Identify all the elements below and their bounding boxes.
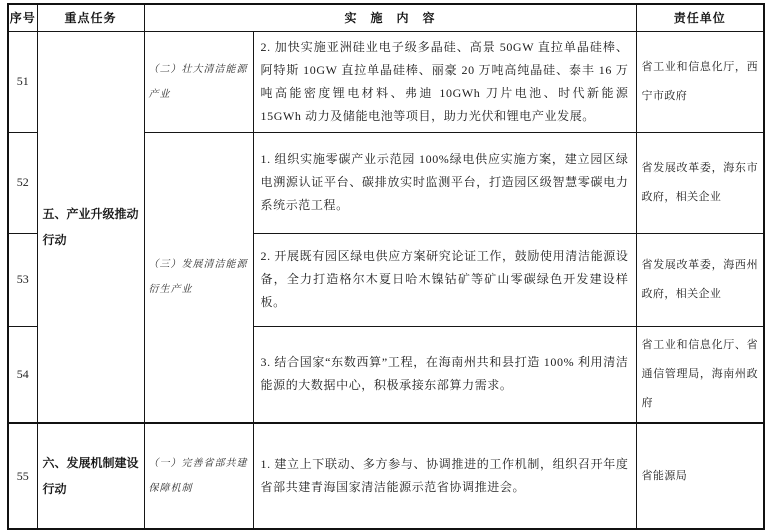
content-cell-54: 3. 结合国家“东数西算”工程，在海南州共和县打造 100% 利用清洁能源的大数据中心，积极承接东部算力需求。 — [253, 326, 636, 423]
content-cell-52: 1. 组织实施零碳产业示范园 100%绿电供应实施方案，建立园区绿电溯源认证平台、碳排放实时监测平台，打造园区级智慧零碳电力系统示范工程。 — [253, 132, 636, 233]
unit-cell-52: 省发展改革委，海东市政府，相关企业 — [636, 132, 764, 233]
seq-cell-54: 54 — [8, 326, 37, 423]
table-row — [8, 423, 764, 529]
header-seq: 序号 — [8, 4, 37, 31]
header-task: 重点任务 — [37, 4, 144, 31]
subtask-cell-derivative-industry: （三）发展清洁能源衍生产业 — [144, 132, 253, 423]
table-row — [8, 31, 764, 132]
content-cell-53: 2. 开展既有园区绿电供应方案研究论证工作，鼓励使用清洁能源设备，全力打造格尔木夏日哈木镍钴矿等矿山零碳绿色开发建设样板。 — [253, 233, 636, 326]
unit-cell-54: 省工业和信息化厅、省通信管理局，海南州政府 — [636, 326, 764, 423]
subtask-cell-province-ministry-mechanism: （一）完善省部共建保障机制 — [144, 423, 253, 529]
header-content: 实 施 内 容 — [144, 4, 636, 31]
task-cell-industry-upgrade: 五、产业升级推动行动 — [37, 31, 144, 423]
subtask-cell-clean-energy-industry: （二）壮大清洁能源产业 — [144, 31, 253, 132]
unit-cell-55: 省能源局 — [636, 423, 764, 529]
seq-cell-53: 53 — [8, 233, 37, 326]
seq-cell-52: 52 — [8, 132, 37, 233]
content-cell-51: 2. 加快实施亚洲硅业电子级多晶硅、高景 50GW 直拉单晶硅棒、阿特斯 10GW 直拉单晶硅棒、丽豪 20 万吨高纯晶硅、泰丰 16 万吨高能密度锂电材料、弗迪 10GWh 刀片电池、时代新能源 15GWh 动力及储能电池等项目，助力光伏和锂电产业发展。 — [253, 31, 636, 132]
seq-cell-51: 51 — [8, 31, 37, 132]
action-plan-table — [7, 3, 765, 530]
task-cell-mechanism-building: 六、发展机制建设行动 — [37, 423, 144, 529]
content-cell-55: 1. 建立上下联动、多方参与、协调推进的工作机制，组织召开年度省部共建青海国家清洁能源示范省协调推进会。 — [253, 423, 636, 529]
unit-cell-53: 省发展改革委，海西州政府，相关企业 — [636, 233, 764, 326]
header-unit: 责任单位 — [636, 4, 764, 31]
unit-cell-51: 省工业和信息化厅，西宁市政府 — [636, 31, 764, 132]
seq-cell-55: 55 — [8, 423, 37, 529]
table-header-row — [8, 4, 764, 31]
